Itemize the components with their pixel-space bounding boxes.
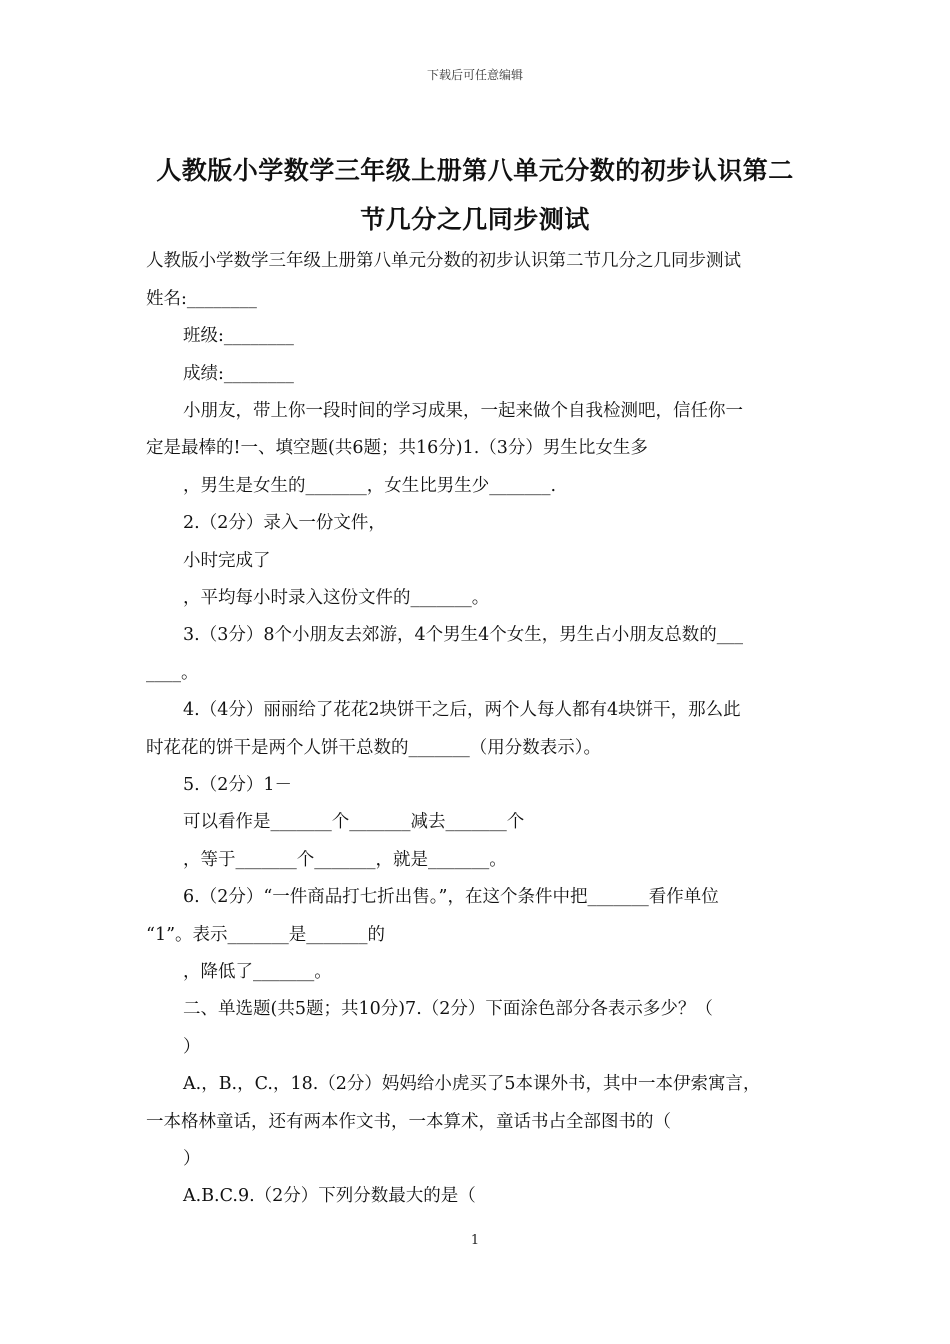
section-two-line: 二、单选题(共5题；共10分)7.（2分）下面涂色部分各表示多少？（ <box>183 999 713 1019</box>
question-text-line: A.，B.，C.，18.（2分）妈妈给小虎买了5本课外书，其中一本伊索寓言， <box>183 1074 761 1094</box>
subtitle-line: 人教版小学数学三年级上册第八单元分数的初步认识第二节几分之几同步测试 <box>146 251 741 271</box>
question-text-line: 一本格林童话，还有两本作文书，一本算术，童话书占全部图书的（ <box>146 1112 671 1132</box>
score-field-line: 成绩:________ <box>183 364 294 384</box>
name-field-line: 姓名:________ <box>146 289 257 309</box>
question-text-line: 5.（2分）1－ <box>183 775 292 795</box>
question-text-line: 可以看作是_______个_______减去_______个 <box>183 812 525 832</box>
document-title-line-2: 节几分之几同步测试 <box>360 205 590 234</box>
question-text-line: ，等于_______个_______，就是_______。 <box>183 850 507 870</box>
question-text-line: “1”。表示_______是_______的 <box>146 925 386 945</box>
question-text-line: ____。 <box>146 663 199 683</box>
question-text-line: ，平均每小时录入这份文件的_______。 <box>183 588 490 608</box>
question-text-line: ） <box>183 1149 201 1169</box>
page-number: 1 <box>470 1233 480 1248</box>
question-text-line: A.B.C.9.（2分）下列分数最大的是（ <box>183 1186 476 1206</box>
question-text-line: 小时完成了 <box>183 551 271 571</box>
question-text-line: 6.（2分）“一件商品打七折出售。”，在这个条件中把_______看作单位 <box>183 887 719 907</box>
question-text-line: 4.（4分）丽丽给了花花2块饼干之后，两个人每人都有4块饼干，那么此 <box>183 700 741 720</box>
document-title-line-1: 人教版小学数学三年级上册第八单元分数的初步认识第二 <box>156 156 794 185</box>
question-text-line: 3.（3分）8个小朋友去郊游，4个男生4个女生，男生占小朋友总数的___ <box>183 625 743 645</box>
header-note: 下载后可任意编辑 <box>426 68 523 82</box>
question-text-line: ，男生是女生的_______，女生比男生少_______. <box>183 476 557 496</box>
question-text-line: 2.（2分）录入一份文件， <box>183 513 386 533</box>
intro-paragraph-line: 小朋友，带上你一段时间的学习成果，一起来做个自我检测吧，信任你一 <box>183 401 743 421</box>
question-text-line: ，降低了_______。 <box>183 962 332 982</box>
question-text-line: ） <box>183 1037 201 1057</box>
class-field-line: 班级:________ <box>183 326 294 346</box>
section-one-line: 定是最棒的!一、填空题(共6题；共16分)1.（3分）男生比女生多 <box>146 438 648 458</box>
question-text-line: 时花花的饼干是两个人饼干总数的_______（用分数表示）。 <box>146 738 601 758</box>
